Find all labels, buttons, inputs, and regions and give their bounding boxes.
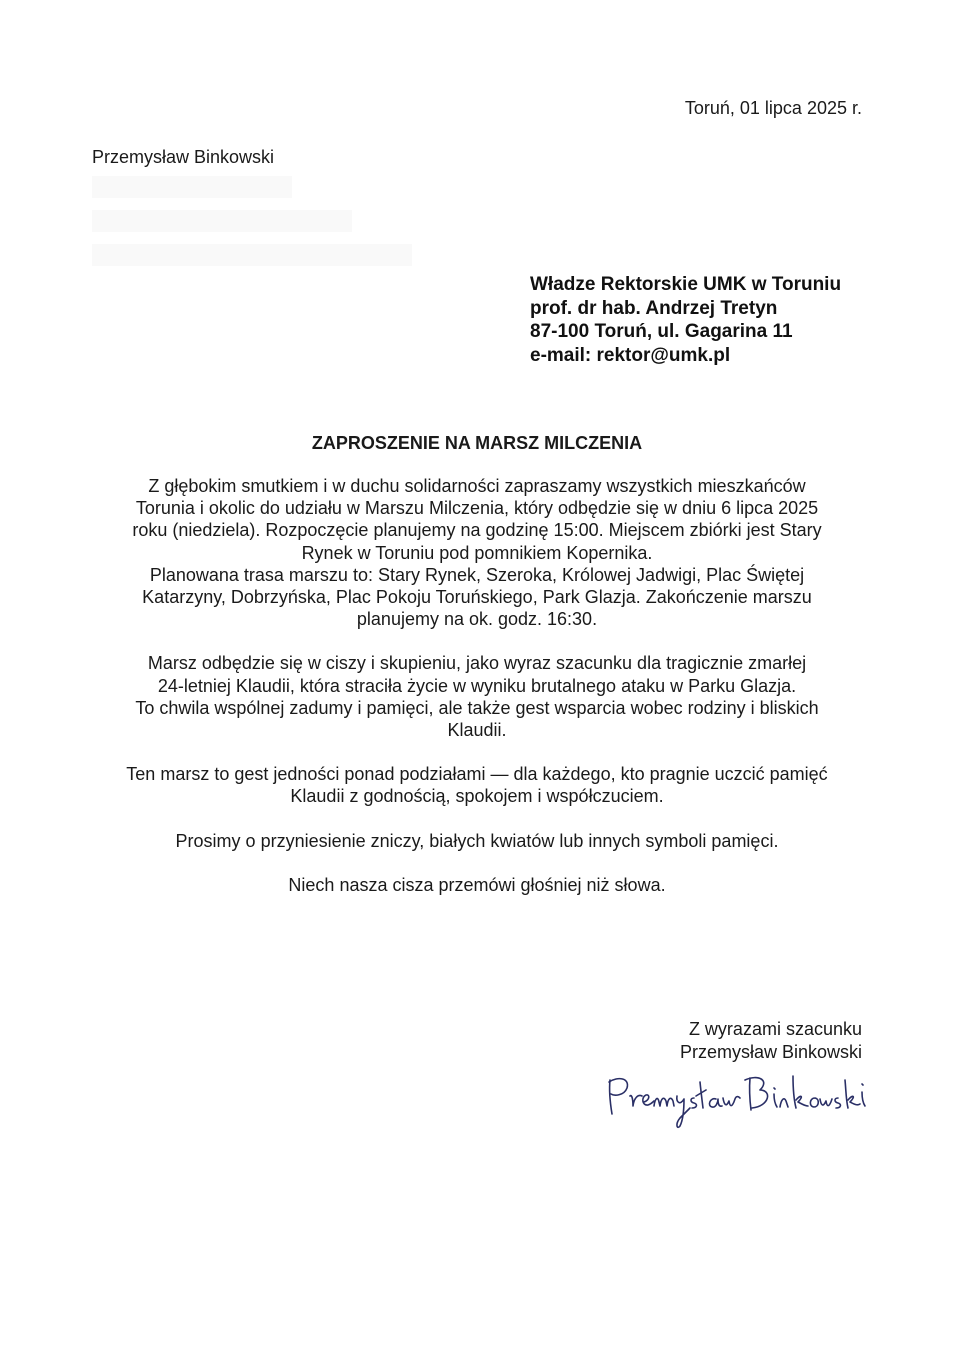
paragraph-purpose xyxy=(92,652,862,741)
letter-body xyxy=(92,475,862,896)
letter-date: Toruń, 01 lipca 2025 r. xyxy=(684,98,862,118)
recipient-email-line: e-mail: rektor@umk.pl xyxy=(530,344,731,366)
body-line: planujemy na ok. godz. 16:30. xyxy=(356,609,598,630)
handwritten-signature xyxy=(600,1068,872,1136)
letter-title: ZAPROSZENIE NA MARSZ MILCZENIA xyxy=(311,433,643,453)
body-line: Z głębokim smutkiem i w duchu solidarności zapraszamy wszystkich mieszkańców xyxy=(148,476,806,496)
body-line: Prosimy o przyniesienie zniczy, białych kwiatów lub innych symboli pamięci. xyxy=(175,830,779,851)
body-line: Rynek w Toruniu pod pomnikiem Kopernika. xyxy=(301,542,653,563)
body-line: Planowana trasa marszu to: Stary Rynek, Szeroka, Królowej Jadwigi, Plac Świętej xyxy=(149,564,805,585)
closing-block xyxy=(680,1018,862,1063)
paragraph-request xyxy=(92,830,862,852)
body-line: Katarzyny, Dobrzyńska, Plac Pokoju Toruńskiego, Park Glazja. Zakończenie marszu xyxy=(142,587,812,608)
redacted-sender-address-line xyxy=(92,244,412,266)
paragraph-gap xyxy=(92,630,862,652)
sender-name: Przemysław Binkowski xyxy=(92,147,275,167)
redacted-sender-address-line xyxy=(92,176,292,198)
recipient-line: prof. dr hab. Andrzej Tretyn xyxy=(530,297,778,319)
paragraph-invitation xyxy=(92,475,862,630)
recipient-block xyxy=(530,273,841,367)
recipient-line: Władze Rektorskie UMK w Toruniu xyxy=(530,274,842,295)
recipient-line: 87-100 Toruń, ul. Gagarina 11 xyxy=(530,321,793,342)
paragraph-final xyxy=(92,874,862,896)
paragraph-unity xyxy=(92,763,862,807)
body-line: To chwila wspólnej zadumy i pamięci, ale także gest wsparcia wobec rodziny i bliskich xyxy=(135,697,819,718)
paragraph-gap xyxy=(92,808,862,830)
body-line: 24-letniej Klaudii, która straciła życie w wyniku brutalnego ataku w Parku Glazja. xyxy=(157,675,797,696)
paragraph-gap xyxy=(92,741,862,763)
closing-salutation: Z wyrazami szacunku xyxy=(688,1019,862,1039)
body-line: Marsz odbędzie się w ciszy i skupieniu, jako wyraz szacunku dla tragicznie zmarłej xyxy=(147,653,807,674)
body-line: Klaudii. xyxy=(447,720,507,741)
body-line: Klaudii z godnością, spokojem i współczuciem. xyxy=(290,786,664,807)
paragraph-gap xyxy=(92,852,862,874)
body-line: Ten marsz to gest jedności ponad podziałami — dla każdego, kto pragnie uczcić pamięć xyxy=(126,764,828,785)
closing-name: Przemysław Binkowski xyxy=(679,1041,862,1062)
redacted-sender-address-line xyxy=(92,210,352,232)
body-line: Niech nasza cisza przemówi głośniej niż słowa. xyxy=(288,874,666,895)
body-line: Torunia i okolic do udziału w Marszu Milczenia, który odbędzie się w dniu 6 lipca 2025 xyxy=(135,498,819,519)
body-line: roku (niedziela). Rozpoczęcie planujemy na godzinę 15:00. Miejscem zbiórki jest Stary xyxy=(132,520,822,541)
